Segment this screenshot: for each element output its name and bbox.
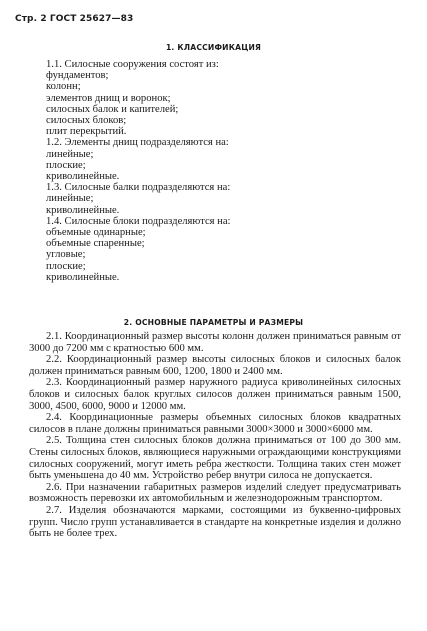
list-line: объемные одинарные; <box>46 227 146 239</box>
list-line: фундаментов; <box>46 70 109 82</box>
list-line: 1.1. Силосные сооружения состоят из: <box>46 59 219 70</box>
page-header: Стр. 2 ГОСТ 25627—83 <box>15 14 134 24</box>
paragraph-2-4: 2.4. Координационные размеры объемных силосных блоков квадратных силосов в плане должны приниматься равными 3000×3000 и 3000×6000 мм. <box>29 412 401 435</box>
list-line: элементов днищ и воронок; <box>46 92 171 104</box>
list-line: криволинейные. <box>46 204 120 216</box>
parameters-text <box>29 331 401 540</box>
list-line: угловые; <box>46 249 86 261</box>
paragraph-2-5: 2.5. Толщина стен силосных блоков должна приниматься от 100 до 300 мм. Стены силосных блоков, являющиеся наружными ограждающими конструкциями силосных сооружений, могут иметь ребра жесткости. Толщина таких стен может быть уменьшена до 40 мм. Устройство ребер внутри силоса не допускается. <box>29 435 401 482</box>
list-line: плит перекрытий. <box>46 126 127 138</box>
paragraph-2-6: 2.6. При назначении габаритных размеров изделий следует предусматривать возможность перевозки их автомобильным и железнодорожным транспортом. <box>29 481 401 505</box>
list-line: линейные; <box>46 193 94 205</box>
list-line: объемные спаренные; <box>46 238 145 250</box>
list-line: плоские; <box>46 159 86 171</box>
paragraph-2-7: 2.7. Изделия обозначаются марками, состоящими из буквенно-цифровых групп. Число групп устанавливается в стандарте на конкретные изделия и должно быть не более трех. <box>29 504 401 540</box>
list-line: силосных блоков; <box>46 115 127 127</box>
list-line: плоские; <box>46 260 86 272</box>
classification-list <box>46 59 231 283</box>
list-line: криволинейные. <box>46 271 120 283</box>
list-line: криволинейные. <box>46 171 120 183</box>
paragraph-2-1: 2.1. Координационный размер высоты колонн должен приниматься равным от 3000 до 7200 мм с кратностью 600 мм. <box>29 331 401 354</box>
section-2-title: 2. ОСНОВНЫЕ ПАРАМЕТРЫ И РАЗМЕРЫ <box>123 318 304 327</box>
section-1-title: 1. КЛАССИФИКАЦИЯ <box>165 43 262 52</box>
list-line: колонн; <box>46 81 81 93</box>
list-line: силосных балок и капителей; <box>46 103 179 115</box>
list-line: линейные; <box>46 148 94 160</box>
list-line: 1.2. Элементы днищ подразделяются на: <box>46 137 229 149</box>
list-line: 1.3. Силосные балки подразделяются на: <box>46 182 231 194</box>
paragraph-2-3: 2.3. Координационный размер наружного радиуса криволинейных силосных блоков и силосных балок круглых силосов должен приниматься равным 1500, 3000, 4500, 6000, 9000 и 12000 мм. <box>29 377 401 412</box>
paragraph-2-2: 2.2. Координационный размер высоты силосных блоков и силосных балок должен приниматься равным 600, 1200, 1800 и 2400 мм. <box>29 354 401 377</box>
list-line: 1.4. Силосные блоки подразделяются на: <box>46 215 231 227</box>
